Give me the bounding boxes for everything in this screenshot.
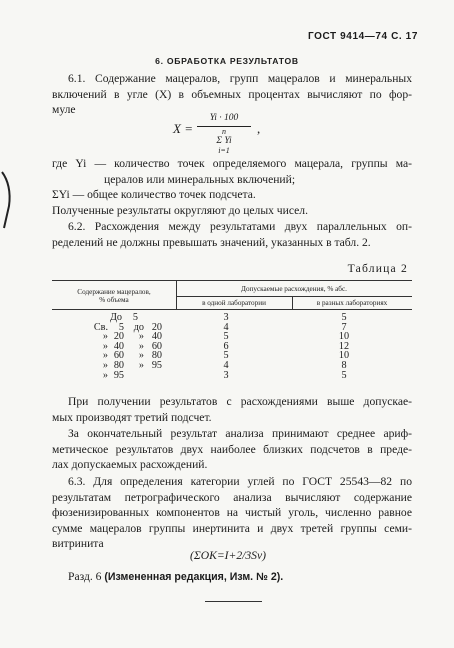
range-from: 40 (113, 340, 124, 352)
range-prefix: » (102, 340, 108, 352)
text-line: мых производят третий подсчет. (52, 410, 212, 424)
range-prefix: » (102, 360, 108, 371)
text-line: где Yi — количество точек определяемого мацерала, группы ма- (52, 157, 412, 170)
value-same-lab: 4 (223, 360, 229, 371)
text-line: 6.2. Расхождения между результатами двух параллельных оп- (68, 220, 412, 233)
range-from: 95 (113, 369, 124, 381)
range-to: 20 (151, 321, 162, 333)
value-different-labs: 7 (341, 321, 347, 333)
value-same-lab: 6 (223, 340, 229, 352)
formula-sum-bottom: i=1 (218, 146, 230, 155)
text-line: ределений не должны превышать значений, указанных в табл. 2. (52, 235, 371, 249)
text-line: включений в угле (X) в объемных процентах вычисляют по фор- (52, 87, 412, 101)
text-line: 6.3. Для определения категории углей по ГОСТ 25543—82 по (68, 475, 412, 488)
page-header: ГОСТ 9414—74 С. 17 (307, 31, 418, 42)
bottom-rule (205, 601, 262, 602)
formula-comma: , (257, 121, 261, 136)
range-prefix: » (102, 369, 108, 381)
table-title: Таблица 2 (347, 262, 408, 275)
text-line: За окончательный результат анализа принимают среднее ариф- (68, 427, 412, 440)
range-to-word: » (138, 350, 144, 362)
paragraph-repeat-count (52, 394, 412, 425)
col-header-content: Содержание мацералов, % объема (77, 288, 151, 304)
value-different-labs: 10 (338, 331, 350, 343)
range-from: 5 (132, 312, 138, 323)
range-to-word: до (133, 321, 144, 333)
formula-fraction (197, 113, 251, 155)
range-prefix: Св. (93, 321, 108, 333)
text-line: Полученные результаты округляют до целых чисел. (52, 203, 308, 217)
range-to: 80 (151, 350, 162, 362)
tolerance-table (52, 280, 412, 380)
value-different-labs: 5 (341, 369, 347, 381)
range-to-word: » (138, 360, 144, 371)
text-line: При получении результатов с расхождениями выше допускае- (68, 395, 412, 408)
col-header-different-labs: в разных лабораториях (316, 299, 388, 307)
formula-lhs: X = (173, 121, 193, 136)
text-line: результатам петрографического анализа вычисляют содержание (52, 490, 412, 504)
formula-numerator: Yi · 100 (209, 113, 239, 123)
formula-sum-top: n (222, 127, 226, 136)
range-prefix: » (102, 350, 108, 362)
text-line: сумме мацералов группы инертинита и двух третей группы семи- (52, 521, 412, 535)
value-different-labs: 5 (341, 312, 347, 323)
range-from: 5 (118, 321, 124, 333)
value-same-lab: 3 (223, 369, 229, 381)
value-different-labs: 12 (338, 340, 350, 352)
text-line: ΣYi — общее количество точек подсчета. (52, 188, 256, 202)
range-to: 40 (151, 331, 162, 343)
amendment-label: (Измененная редакция, Изм. № 2). (104, 571, 284, 583)
value-different-labs: 8 (341, 360, 347, 371)
text-line: лах допускаемых расхождений. (52, 458, 208, 472)
value-same-lab: 5 (223, 350, 229, 362)
value-same-lab: 5 (223, 331, 229, 343)
paragraph-6-2 (52, 219, 412, 250)
page-edge-mark (0, 170, 14, 230)
range-prefix: До (109, 312, 122, 323)
range-to-word: » (138, 331, 144, 343)
paragraph-final-result (52, 426, 412, 473)
col-header-same-lab: в одной лаборатории (202, 299, 266, 307)
amendment-note (68, 569, 283, 586)
range-to-word: » (138, 340, 144, 352)
range-from: 80 (113, 360, 124, 371)
group-header: Допускаемые расхождения, % абс. (241, 285, 347, 293)
range-from: 20 (113, 331, 124, 343)
paragraph-6-3 (52, 474, 412, 552)
text-line: фюзенизированных компонентов на чистый уголь, численно равное (52, 506, 412, 520)
value-same-lab: 3 (223, 312, 229, 323)
formula-sum: Σ Yi (216, 136, 232, 146)
text-line: метическое результатов двух наиболее близких подсчетов в преде- (52, 442, 412, 456)
paragraph-6-1 (52, 71, 412, 118)
value-different-labs: 10 (338, 350, 350, 362)
range-to: 95 (151, 360, 162, 371)
range-prefix: » (102, 331, 108, 343)
value-same-lab: 4 (223, 321, 229, 333)
section-title: 6. ОБРАБОТКА РЕЗУЛЬТАТОВ (155, 56, 299, 66)
range-to: 60 (151, 340, 162, 352)
text-line: цералов или минеральных включений; (104, 172, 296, 186)
text-line: витринита (52, 537, 104, 551)
text-line: муле (52, 103, 76, 117)
text-line: 6.1. Содержание мацералов, групп мацералов и минеральных (68, 72, 412, 85)
range-from: 60 (113, 350, 124, 362)
amendment-prefix: Разд. 6 (68, 570, 102, 583)
formula-legend (52, 156, 412, 218)
formula-ok: (ΣOK=I+2/3Sv) (190, 549, 266, 562)
